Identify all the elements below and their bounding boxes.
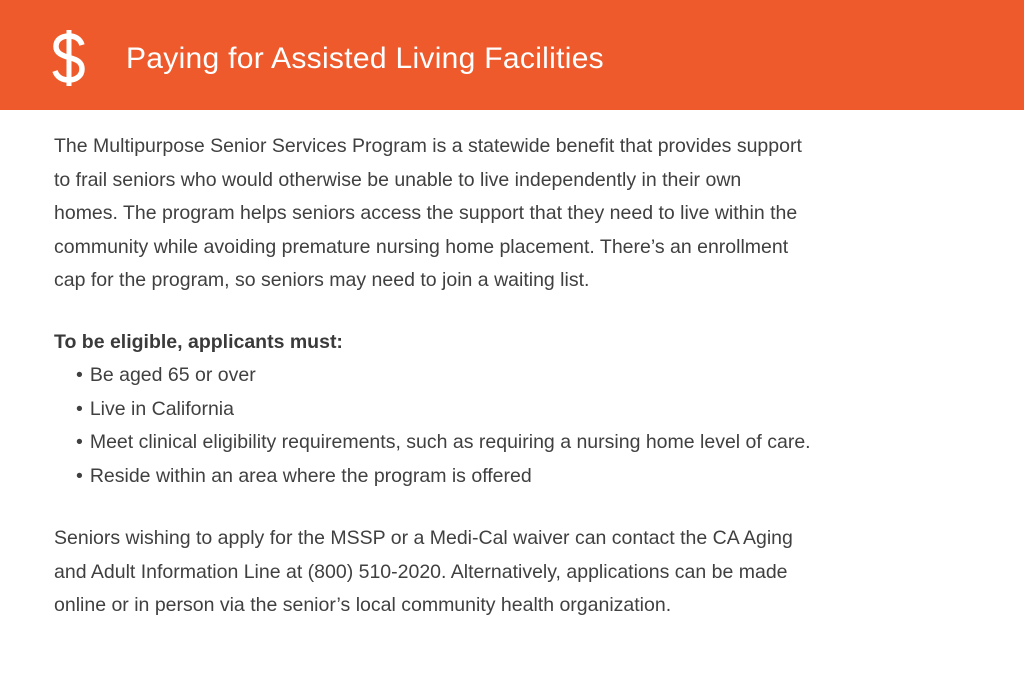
content-body <box>54 130 984 623</box>
contact-line: online or in person via the senior’s local community health organization. <box>54 594 672 616</box>
intro-line: to frail seniors who would otherwise be unable to live independently in their own <box>54 168 742 191</box>
intro-line: cap for the program, so seniors may need to join a waiting list. <box>54 269 590 291</box>
contact-line: and Adult Information Line at (800) 510-2020. Alternatively, applications can be made <box>54 560 788 583</box>
contact-line: Seniors wishing to apply for the MSSP or a Medi-Cal waiver can contact the CA Aging <box>54 527 793 549</box>
eligibility-item-area: • Reside within an area where the program is offered <box>76 460 984 494</box>
contact-paragraph <box>54 522 984 623</box>
eligibility-heading: To be eligible, applicants must: <box>54 330 343 353</box>
intro-line: The Multipurpose Senior Services Program is a statewide benefit that provides support <box>54 135 802 157</box>
intro-line: homes. The program helps seniors access the support that they need to live within the <box>54 202 798 224</box>
eligibility-list <box>54 359 984 493</box>
dollar-sign-icon <box>50 28 88 88</box>
header-banner <box>0 0 1024 110</box>
eligibility-item-residence: • Live in California <box>76 393 984 427</box>
eligibility-item-age: • Be aged 65 or over <box>76 359 984 393</box>
eligibility-item-clinical: • Meet clinical eligibility requirements, such as requiring a nursing home level of care. <box>76 426 984 460</box>
page-title: Paying for Assisted Living Facilities <box>126 42 604 75</box>
intro-line: community while avoiding premature nursing home placement. There’s an enrollment <box>54 235 789 258</box>
intro-paragraph <box>54 130 984 298</box>
